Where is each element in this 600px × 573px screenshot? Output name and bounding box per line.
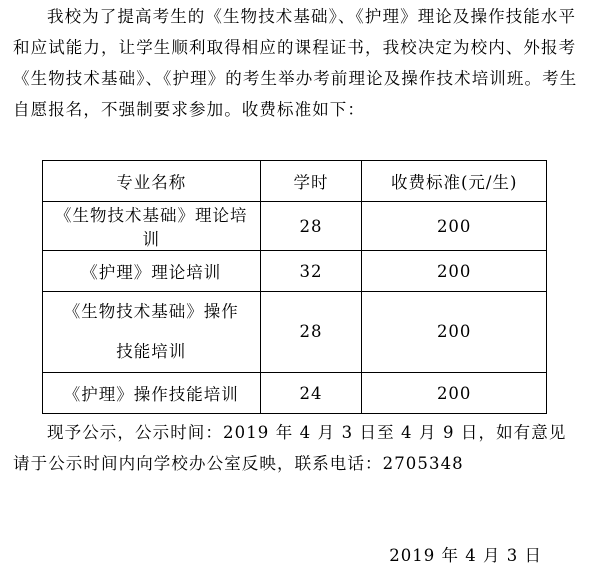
header-hours: 学时 <box>260 161 362 202</box>
hours-cell: 32 <box>260 251 362 292</box>
hours-cell: 24 <box>260 373 362 414</box>
fee-cell: 200 <box>362 202 547 251</box>
course-name-cell: 《生物技术基础》操作技能培训 <box>43 292 261 373</box>
table-header-row <box>43 161 547 202</box>
course-name-cell: 《生物技术基础》理论培训 <box>43 202 261 251</box>
document-date: 2019 年 4 月 3 日 <box>389 546 542 565</box>
hours-cell: 28 <box>260 292 362 373</box>
header-fee: 收费标准(元/生) <box>362 161 547 202</box>
intro-paragraph: 我校为了提高考生的《生物技术基础》、《护理》理论及操作技能水平和应试能力，让学生顺利取得相应的课程证书，我校决定为校内、外报考《生物技术基础》、《护理》的考生举办考前理论及操作技术培训班。考生自愿报名，不强制要求参加。收费标准如下： <box>13 7 578 119</box>
fee-cell: 200 <box>362 292 547 373</box>
header-course-name: 专业名称 <box>43 161 261 202</box>
course-name-cell: 《护理》理论培训 <box>43 251 261 292</box>
fee-cell: 200 <box>362 373 547 414</box>
fee-table <box>42 160 547 414</box>
table-row <box>43 202 547 251</box>
fee-cell: 200 <box>362 251 547 292</box>
table-row <box>43 292 547 373</box>
hours-cell: 28 <box>260 202 362 251</box>
notice-paragraph: 现予公示，公示时间：2019 年 4 月 3 日至 4 月 9 日，如有意见请于公示时间内向学校办公室反映，联系电话：2705348 <box>13 423 567 473</box>
course-name-cell: 《护理》操作技能培训 <box>43 373 261 414</box>
table-row <box>43 251 547 292</box>
table-row <box>43 373 547 414</box>
